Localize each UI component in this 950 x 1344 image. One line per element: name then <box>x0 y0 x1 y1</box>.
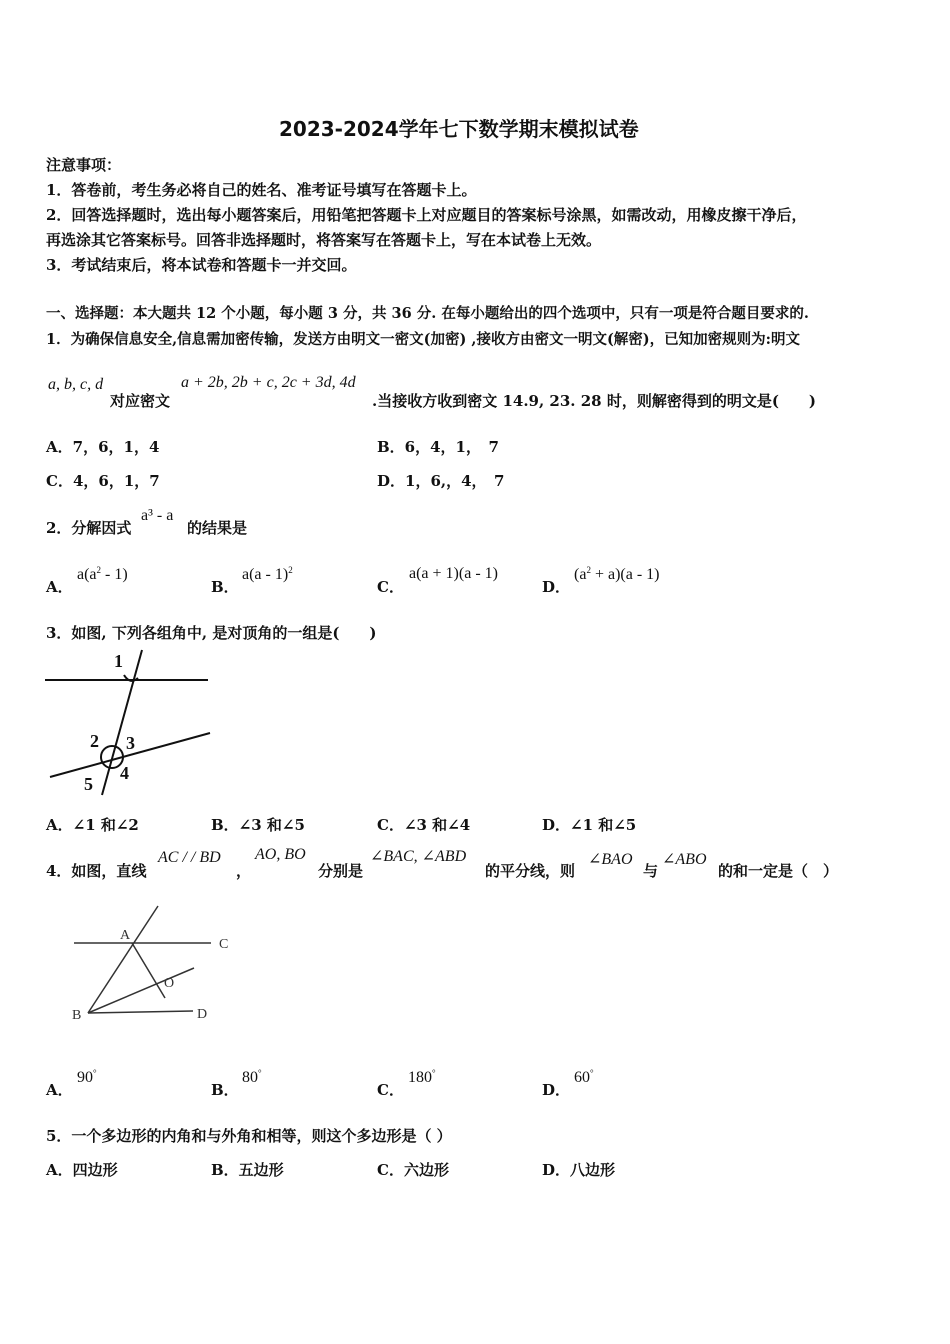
notice-item: 2．回答选择题时，选出每小题答案后，用铅笔把答题卡上对应题目的答案标号涂黑，如需改动，用橡皮擦干净后， <box>46 206 807 224</box>
q1-stem: 1．为确保信息安全,信息需加密传输，发送方由明文一密文(加密) ,接收方由密文一明文(解密)，已知加密规则为:明文 <box>46 331 801 348</box>
q3-label-4: 4 <box>120 763 129 783</box>
q3-figure <box>40 645 220 805</box>
q2-option-c: a(a + 1)(a - 1) <box>409 565 498 582</box>
q4-stem-c: 的平分线，则 <box>485 862 576 880</box>
q4-letter-b: B． <box>211 1081 239 1099</box>
q2-letter-b: B． <box>211 578 239 596</box>
q2-tail: 的结果是 <box>187 519 248 537</box>
q5-option-a: A．四边形 <box>46 1161 118 1179</box>
q1-option-b: B．6，4，1， 7 <box>377 438 499 456</box>
q5-option-b: B．五边形 <box>211 1161 284 1179</box>
q4-math-aobo: AO, BO <box>255 846 306 863</box>
q4-option-c: 180° <box>408 1068 436 1086</box>
notice-item: 再选涂其它答案标号。回答非选择题时，将答案写在答题卡上，写在本试卷上无效。 <box>46 231 602 249</box>
page-title: 2023-2024学年七下数学期末模拟试卷 <box>279 117 639 141</box>
q4-option-d: 60° <box>574 1068 594 1086</box>
q1-vars: a, b, c, d <box>48 376 104 393</box>
q4-stem-b: 分别是 <box>318 862 364 880</box>
q1-mid: 对应密文 <box>110 392 171 410</box>
q4-figure <box>68 898 248 1033</box>
q4-math-angles: ∠BAC, ∠ABD <box>370 848 467 865</box>
q4-stem-d: 与 <box>643 862 659 880</box>
q1-cipher: a + 2b, 2b + c, 2c + 3d, 4d <box>181 374 356 391</box>
q3-option-a: A．∠1 和∠2 <box>46 816 139 834</box>
q4-comma: ， <box>236 862 252 880</box>
q2-expr: a³ - a <box>141 507 174 524</box>
q4-stem-e: 的和一定是（ ） <box>718 862 839 880</box>
q2-letter-c: C． <box>377 578 404 596</box>
notice-item: 3．考试结束后，将本试卷和答题卡一并交回。 <box>46 256 357 274</box>
q5-option-d: D．八边形 <box>542 1161 616 1179</box>
q2-option-b: a(a - 1)$^2$ <box>242 565 293 583</box>
q4-label-d: D <box>197 1007 208 1022</box>
q4-math-acbd: AC / / BD <box>158 849 221 866</box>
q4-option-b: 80° <box>242 1068 262 1086</box>
q3-label-5: 5 <box>84 774 93 794</box>
q4-label-o: O <box>164 976 175 991</box>
q4-label-a: A <box>120 928 131 943</box>
q2-letter-a: A． <box>46 578 73 596</box>
q1-tail: .当接收方收到密文 14.9, 23. 28 时，则解密得到的明文是( ) <box>372 392 817 410</box>
notice-heading: 注意事项： <box>46 156 122 174</box>
q2-option-a: $a(a^2 - 1)$ <box>77 565 128 583</box>
q3-label-3: 3 <box>126 733 135 753</box>
q4-math-abo: ∠ABO <box>662 851 707 868</box>
q4-label-b: B <box>72 1008 82 1023</box>
q3-stem: 3．如图, 下列各组角中, 是对顶角的一组是( ) <box>46 624 377 642</box>
q5-option-c: C．六边形 <box>377 1161 449 1179</box>
q4-stem-a: 4．如图，直线 <box>46 862 147 880</box>
q3-option-d: D．∠1 和∠5 <box>542 816 637 834</box>
q3-label-1: 1 <box>114 651 123 671</box>
q4-letter-c: C． <box>377 1081 404 1099</box>
q4-label-c: C <box>219 937 229 952</box>
q4-option-a: 90° <box>77 1068 97 1086</box>
q2-stem: 2．分解因式 <box>46 519 132 537</box>
q4-math-bao: ∠BAO <box>588 851 633 868</box>
q1-option-d: D．1，6,，4， 7 <box>377 472 505 490</box>
q2-letter-d: D． <box>542 578 571 596</box>
notice-item: 1．答卷前，考生务必将自己的姓名、准考证号填写在答题卡上。 <box>46 181 477 199</box>
q3-option-b: B．∠3 和∠5 <box>211 816 305 834</box>
q1-option-a: A．7，6，1，4 <box>46 438 160 456</box>
q1-option-c: C．4，6，1，7 <box>46 472 160 490</box>
section-heading: 一、选择题：本大题共 12 个小题，每小题 3 分，共 36 分. 在每小题给出的四个选项中，只有一项是符合题目要求的. <box>46 305 809 322</box>
q3-label-2: 2 <box>90 731 99 751</box>
q3-option-c: C．∠3 和∠4 <box>377 816 471 834</box>
q2-option-d: $(a^2 + a)(a - 1)$ <box>574 565 660 583</box>
q4-letter-a: A． <box>46 1081 73 1099</box>
q4-letter-d: D． <box>542 1081 571 1099</box>
q5-stem: 5．一个多边形的内角和与外角和相等，则这个多边形是（ ） <box>46 1127 452 1145</box>
